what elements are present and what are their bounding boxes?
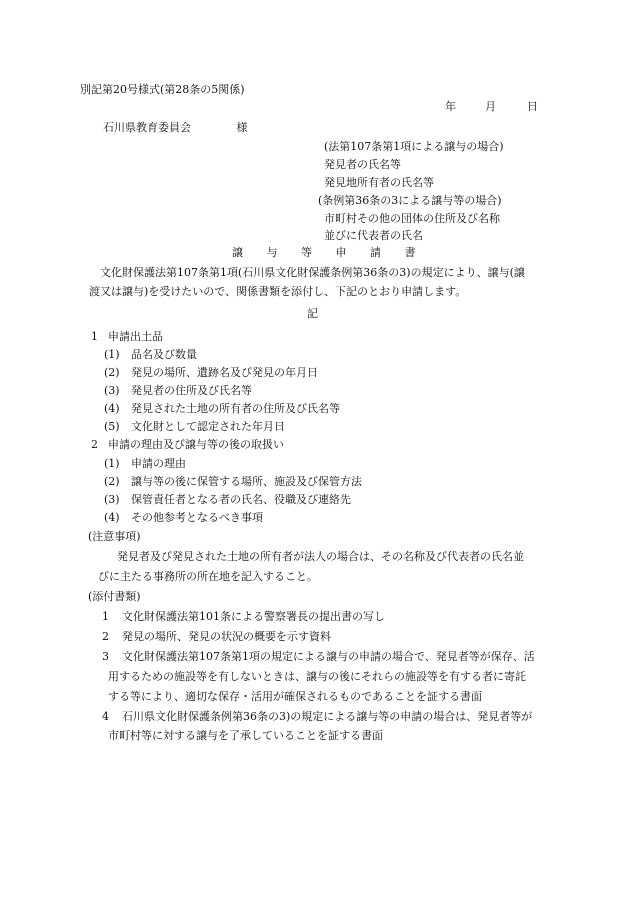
attachment-text: 発見の場所、発見の状況の概要を示す資料: [122, 630, 331, 643]
section-1-item-text: 発見された土地の所有者の住所及び氏名等: [131, 402, 340, 415]
section-1-item-num: (3): [104, 384, 120, 397]
attachment-item: [102, 610, 385, 624]
date-day: 日: [527, 100, 538, 113]
applicant-line-1: (法第107条第1項による譲与の場合): [324, 140, 504, 153]
notes-line-1: 発見者及び発見された土地の所有者が法人の場合は、その名称及び代表者の氏名並: [117, 550, 524, 563]
section-1-item: [104, 384, 252, 398]
intro-line-1: 文化財保護法第107条第1項(石川県文化財保護条例第36条の3)の規定により、譲与(譲: [100, 266, 525, 279]
form-label: 別記第20号様式(第28条の5関係): [80, 83, 245, 96]
section-1-item: [104, 366, 318, 380]
addressee-name: 石川県教育委員会: [103, 121, 191, 134]
section-1-item-num: (5): [104, 420, 120, 433]
attachment-num: 4: [102, 710, 109, 723]
attachment-text: 石川県文化財保護条例第36条の3)の規定による譲与等の申請の場合は、発見者等が: [122, 710, 533, 723]
attachment-item: [102, 630, 331, 644]
section-1-item-text: 発見の場所、遺跡名及び発見の年月日: [131, 366, 318, 379]
section-2-title: 申請の理由及び譲与等の後の取扱い: [108, 438, 284, 451]
section-1-item-num: (4): [104, 402, 120, 415]
applicant-line-3: 発見地所有者の氏名等: [324, 176, 434, 189]
section-2-num: 2: [91, 438, 98, 451]
attachments-heading: (添付書類): [88, 590, 141, 603]
section-2-item-text: 譲与等の後に保管する場所、施設及び保管方法: [131, 475, 362, 488]
document-title: 譲 与 等 申 請 書: [232, 246, 426, 259]
section-2-item: [104, 475, 362, 489]
section-2-item-text: 保管責任者となる者の氏名、役職及び連絡先: [131, 493, 351, 506]
section-2-item-text: 申請の理由: [131, 457, 186, 470]
section-1-item: [104, 348, 197, 362]
addressee: [103, 121, 248, 135]
applicant-line-6: 並びに代表者の氏名: [324, 229, 423, 242]
attachment-text: 文化財保護法第107条第1項の規定による譲与の申請の場合で、発見者等が保存、活: [122, 650, 535, 663]
section-1-item-num: (1): [104, 348, 120, 361]
section-1-heading: [91, 330, 163, 344]
attachment-num: 1: [102, 610, 109, 623]
attachment-text: 文化財保護法第101条による警察署長の提出書の写し: [122, 610, 385, 623]
section-2-item: [104, 493, 351, 507]
date-month: 月: [485, 100, 496, 113]
notes-line-2: びに主たる事務所の所在地を記入すること。: [98, 570, 318, 583]
section-2-item-num: (1): [104, 457, 120, 470]
section-2-item: [104, 511, 263, 525]
attachment-item: [102, 650, 535, 664]
section-1-item-text: 文化財として認定された年月日: [131, 420, 285, 433]
applicant-line-4: (条例第36条の3による譲与等の場合): [318, 194, 502, 207]
attachment-num: 3: [102, 650, 109, 663]
attachment-continuation: 市町村等に対する譲与を了承していることを証する書面: [108, 729, 383, 742]
attachment-num: 2: [102, 630, 109, 643]
addressee-honorific: 様: [236, 121, 248, 134]
section-1-item: [104, 420, 285, 434]
attachment-continuation: する等により、適切な保存・活用が確保されるものであることを証する書面: [108, 690, 482, 703]
date-line: [445, 100, 538, 114]
section-1-item-num: (2): [104, 366, 120, 379]
section-1-num: 1: [91, 330, 98, 343]
notes-heading: (注意事項): [88, 530, 141, 543]
section-1-title: 申請出土品: [108, 330, 163, 343]
section-2-heading: [91, 438, 284, 452]
section-2-item-num: (2): [104, 475, 120, 488]
attachment-continuation: 用するための施設等を有しないときは、譲与の後にそれらの施設等を有する者に寄託: [108, 670, 526, 683]
section-2-item-text: その他参考となるべき事項: [131, 511, 263, 524]
section-2-item-num: (3): [104, 493, 120, 506]
section-2-item-num: (4): [104, 511, 120, 524]
ki-heading: 記: [307, 307, 318, 320]
applicant-line-5: 市町村その他の団体の住所及び名称: [324, 212, 500, 225]
applicant-line-2: 発見者の氏名等: [324, 158, 401, 171]
attachment-item: [102, 710, 532, 724]
date-year: 年: [445, 100, 456, 113]
section-2-item: [104, 457, 186, 471]
section-1-item-text: 発見者の住所及び氏名等: [131, 384, 252, 397]
intro-line-2: 渡又は譲与)を受けたいので、関係書類を添付し、下記のとおり申請します。: [89, 285, 467, 298]
section-1-item-text: 品名及び数量: [131, 348, 197, 361]
section-1-item: [104, 402, 340, 416]
